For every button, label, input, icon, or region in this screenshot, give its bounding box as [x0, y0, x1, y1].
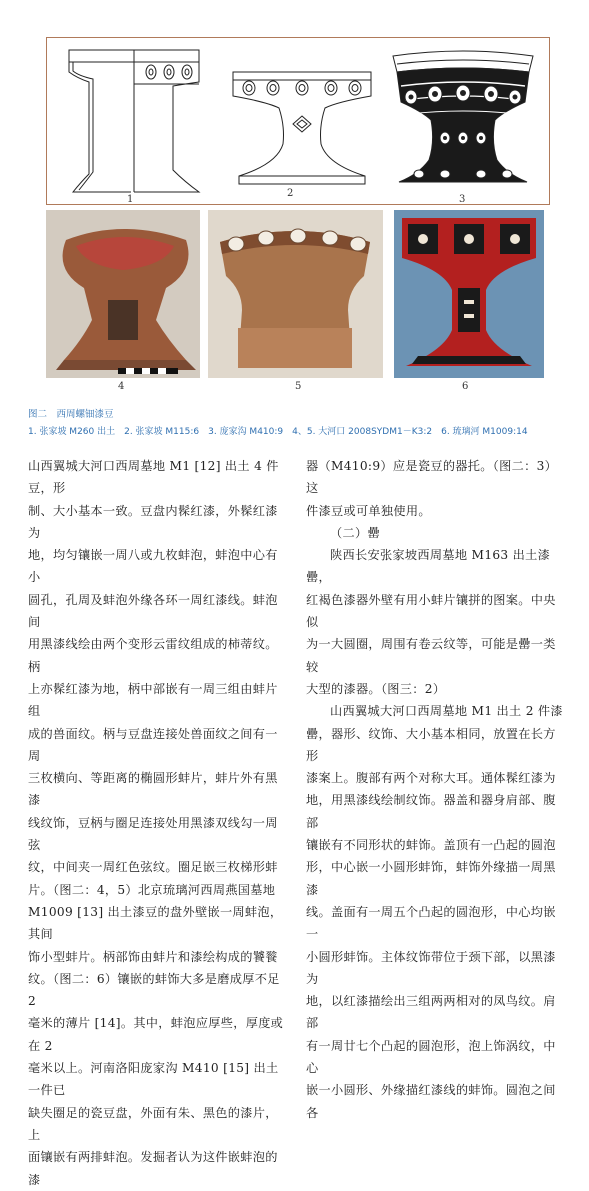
text-line: 地，以红漆描绘出三组两两相对的凤鸟纹。肩部 [306, 994, 556, 1031]
text-line: 山西翼城大河口西周墓地 M1 [12] 出土 4 件豆，形 [28, 459, 279, 496]
text-line: 嵌一小圆形、外缘描红漆线的蚌饰。圆泡之间各 [306, 1083, 556, 1120]
photo-5-lacquer-dou [208, 210, 383, 378]
photo-number-4: 4 [118, 381, 125, 392]
drawing-2-dou [227, 46, 377, 192]
text-line: 形，中心嵌一小圆形蚌饰，蚌饰外缘描一周黑漆 [306, 860, 556, 897]
text-line: 三枚横向、等距离的椭圆形蚌片，蚌片外有黑漆 [28, 771, 278, 808]
text-line: 用黑漆线绘由两个变形云雷纹组成的柿蒂纹。柄 [28, 637, 278, 674]
text-line: 山西翼城大河口西周墓地 M1 出土 2 件漆 [330, 704, 563, 719]
text-line: 毫米的薄片 [14]。其中，蚌泡应厚些，厚度或在 2 [28, 1016, 284, 1053]
text-line: 纹，中间夹一周红色弦纹。圈足嵌三枚梯形蚌 [28, 860, 278, 875]
text-line: 面镶嵌有两排蚌泡。发掘者认为这件嵌蚌泡的漆 [28, 1150, 278, 1187]
text-line: 漆案上。腹部有两个对称大耳。通体髹红漆为 [306, 771, 556, 786]
drawing-number-2: 2 [287, 188, 294, 199]
text-line: 缺失圈足的瓷豆盘，外面有朱、黑色的漆片，上 [28, 1105, 278, 1142]
figure-caption-title: 图二 西周螺钿漆豆 [28, 409, 114, 420]
text-line: 器（M410:9）应是瓷豆的器托。（图二：3）这 [306, 459, 558, 496]
text-line: 圆孔，孔周及蚌泡外缘各环一周红漆线。蚌泡间 [28, 592, 278, 630]
photo-number-6: 6 [462, 381, 469, 392]
left-column [28, 455, 288, 1191]
figure-caption-items: 1. 张家坡 M260 出土 2. 张家坡 M115:6 3. 庞家沟 M410:9 4、5. 大河口 2008SYDM1－K3:2 6. 琉璃河 M1009:14 [28, 427, 528, 437]
text-line: 纹。（图二：6）镶嵌的蚌饰大多是磨成厚不足 2 [28, 971, 280, 1009]
drawing-number-3: 3 [459, 194, 466, 205]
photo-6-lacquer-dou [394, 210, 544, 378]
text-line: 镶嵌有不同形状的蚌饰。盖顶有一凸起的圆泡 [306, 838, 556, 853]
text-line: 成的兽面纹。柄与豆盘连接处兽面纹之间有一周 [28, 726, 278, 763]
text-line: 有一周廿七个凸起的圆泡形，泡上饰涡纹，中心 [306, 1038, 556, 1076]
text-line: 线纹饰，豆柄与圈足连接处用黑漆双线勾一周弦 [28, 815, 278, 853]
text-line: 地，均匀镶嵌一周八或九枚蚌泡，蚌泡中心有小 [28, 548, 278, 585]
text-line: 毫米以上。河南洛阳庞家沟 M410 [15] 出土一件已 [28, 1061, 279, 1098]
right-column [306, 455, 568, 1124]
text-line: 大型的漆器。（图三：2） [306, 681, 446, 696]
photo-4-lacquer-dou [46, 210, 200, 378]
drawing-1-section [61, 44, 221, 194]
text-line: 红褐色漆器外壁有用小蚌片镶拼的图案。中央似 [306, 592, 556, 630]
photo-number-5: 5 [295, 381, 302, 392]
drawing-3-dou [383, 42, 543, 194]
drawing-panel [46, 37, 550, 205]
text-line: 罍，器形、纹饰、大小基本相同，放置在长方形 [306, 726, 556, 763]
text-line: 制、大小基本一致。豆盘内髹红漆，外髹红漆为 [28, 503, 278, 540]
text-line: 地，用黑漆线绘制纹饰。器盖和器身肩部、腹部 [306, 793, 556, 830]
section-heading: （二）罍 [330, 525, 380, 540]
text-line: 上亦髹红漆为地，柄中部嵌有一周三组由蚌片组 [28, 681, 278, 719]
text-line: 饰小型蚌片。柄部饰由蚌片和漆绘构成的饕餮 [28, 949, 278, 964]
text-line: M1009 [13] 出土漆豆的盘外壁嵌一周蚌泡，其间 [28, 904, 283, 942]
text-line: 片。（图二：4，5）北京琉璃河西周燕国墓地 [28, 882, 276, 897]
text-line: 件漆豆或可单独使用。 [306, 503, 431, 518]
text-line: 线。盖面有一周五个凸起的圆泡形，中心均嵌一 [306, 904, 556, 942]
text-line: 小圆形蚌饰。主体纹饰带位于颈下部，以黑漆为 [306, 949, 556, 986]
text-line: 为一大圆圈，周围有卷云纹等，可能是罍一类较 [306, 637, 556, 674]
text-line: 陕西长安张家坡西周墓地 M163 出土漆罍， [306, 548, 551, 585]
drawing-number-1: 1 [127, 194, 134, 205]
